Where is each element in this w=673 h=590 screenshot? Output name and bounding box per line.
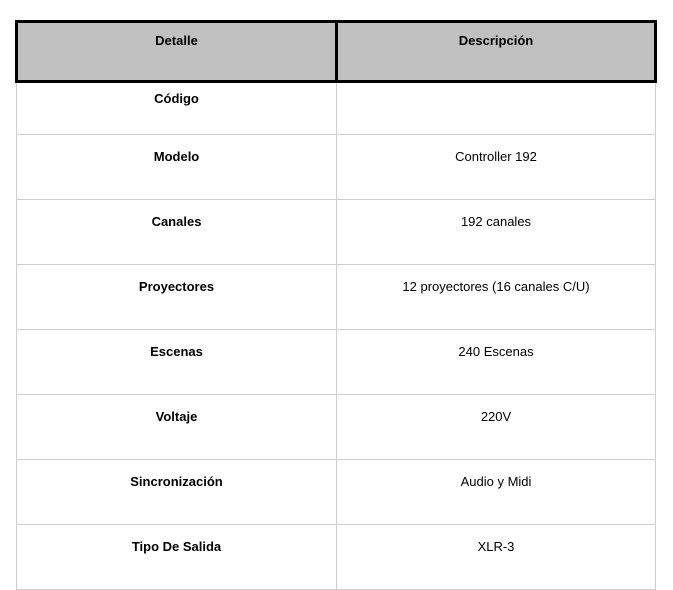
row-value [337,82,656,135]
row-label: Modelo [17,135,337,200]
table-row [17,135,656,200]
table-row [17,265,656,330]
table-row [17,460,656,525]
row-value: 220V [337,395,656,460]
table-header-row [17,22,656,82]
header-description: Descripción [337,22,656,82]
row-value: Controller 192 [337,135,656,200]
table-row [17,525,656,590]
row-label: Canales [17,200,337,265]
row-label: Escenas [17,330,337,395]
row-value: Audio y Midi [337,460,656,525]
row-label: Voltaje [17,395,337,460]
row-label: Proyectores [17,265,337,330]
header-detail: Detalle [17,22,337,82]
row-label: Código [17,82,337,135]
table-row [17,200,656,265]
table-row [17,82,656,135]
row-label: Sincronización [17,460,337,525]
row-value: 240 Escenas [337,330,656,395]
row-value: 12 proyectores (16 canales C/U) [337,265,656,330]
spec-table [15,20,657,590]
row-value: XLR-3 [337,525,656,590]
row-label: Tipo De Salida [17,525,337,590]
table-row [17,330,656,395]
row-value: 192 canales [337,200,656,265]
table-row [17,395,656,460]
